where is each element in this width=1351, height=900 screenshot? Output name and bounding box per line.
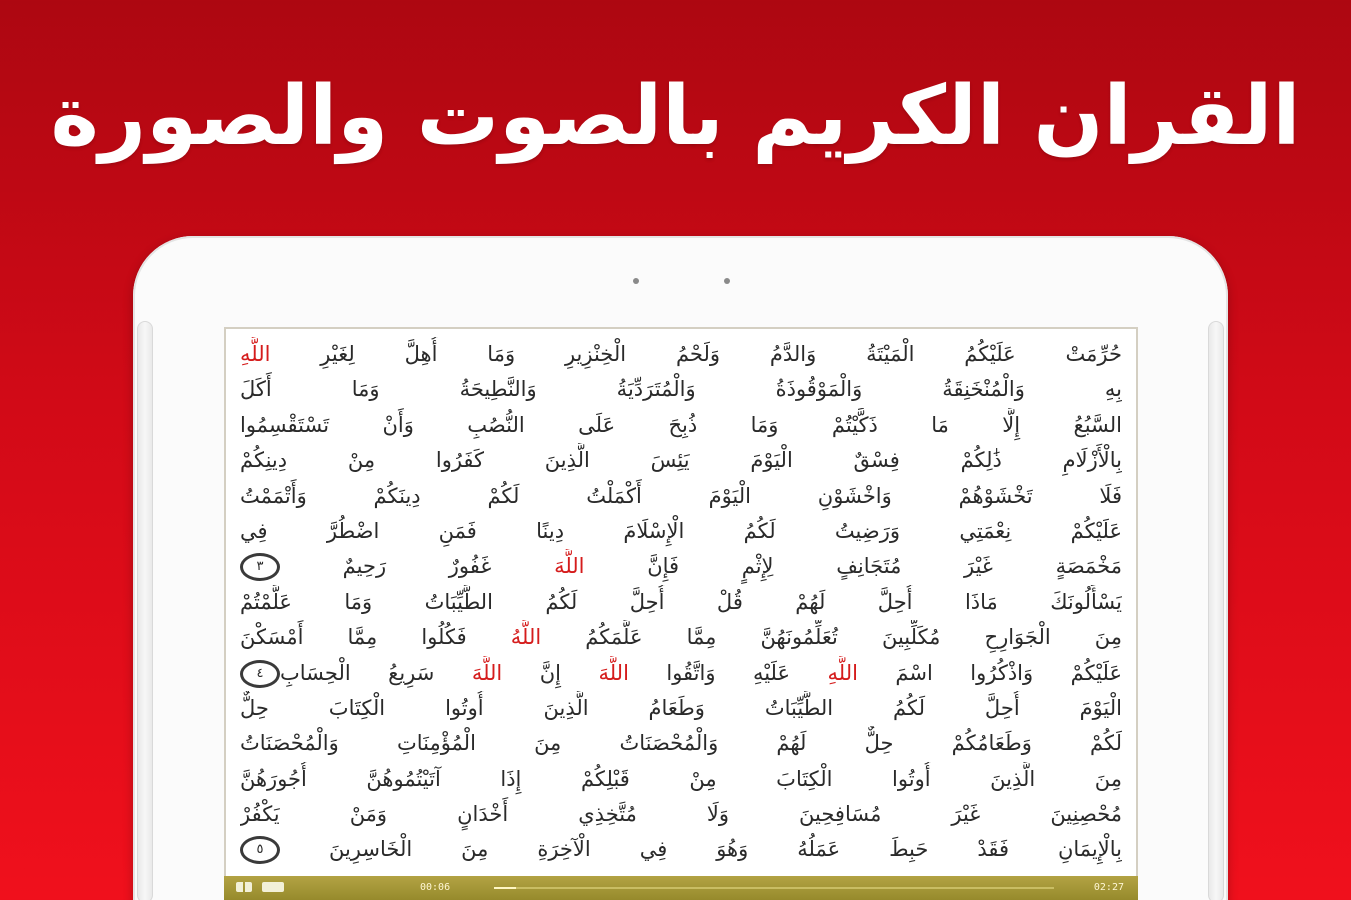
quran-line bbox=[240, 514, 1122, 549]
quran-line bbox=[240, 726, 1122, 761]
quran-line bbox=[240, 549, 1122, 584]
quran-line bbox=[240, 832, 1122, 867]
quran-line bbox=[240, 408, 1122, 443]
verse-text: فَلَا تَخْشَوْهُمْ وَاخْشَوْنِ الْيَوْمَ أَكْمَلْتُ لَكُمْ دِينَكُمْ وَأَتْمَمْتُ bbox=[240, 483, 1122, 508]
verse-text: مُحْصِنِينَ غَيْرَ مُسَافِحِينَ وَلَا مُتَّخِذِي أَخْدَانٍ وَمَنْ يَكْفُرْ bbox=[240, 802, 1122, 827]
tablet-side-edge-left bbox=[137, 321, 153, 900]
quran-line bbox=[240, 691, 1122, 726]
quran-line bbox=[240, 797, 1122, 832]
tablet-sensor-dot bbox=[724, 278, 730, 284]
quran-line bbox=[240, 585, 1122, 620]
verse-text: مِنَ الَّذِينَ أُوتُوا الْكِتَابَ مِنْ قَبْلِكُمْ إِذَا آتَيْتُمُوهُنَّ أُجُورَهُنَّ bbox=[240, 766, 1122, 791]
divine-name-text: اللَّهِ bbox=[240, 342, 271, 366]
verse-text: يَسْأَلُونَكَ مَاذَا أُحِلَّ لَهُمْ قُلْ أُحِلَّ لَكُمُ الطَّيِّبَاتُ وَمَا عَلَّمْتُمْ bbox=[240, 589, 1122, 614]
verse-text: فَكُلُوا مِمَّا أَمْسَكْنَ bbox=[240, 625, 511, 650]
verse-text: لَكُمْ وَطَعَامُكُمْ حِلٌّ لَهُمْ وَالْمُحْصَنَاتُ مِنَ الْمُؤْمِنَاتِ وَالْمُحْصَنَاتُ bbox=[240, 731, 1122, 756]
divine-name-text: اللَّهَ bbox=[554, 554, 585, 579]
audio-player-bar bbox=[224, 876, 1138, 900]
verse-text: غَفُورٌ رَحِيمٌ bbox=[280, 554, 555, 579]
verse-text: سَرِيعُ الْحِسَابِ bbox=[280, 660, 472, 685]
grid-icon[interactable] bbox=[236, 882, 252, 892]
divine-name-text: اللَّهُ bbox=[510, 625, 542, 650]
tablet-device-frame bbox=[133, 236, 1228, 900]
verse-text: مِنَ الْجَوَارِحِ مُكَلِّبِينَ تُعَلِّمُونَهُنَّ مِمَّا عَلَّمَكُمُ bbox=[541, 625, 1122, 650]
divine-name-text: اللَّهِ bbox=[827, 660, 858, 685]
elapsed-time: 00:06 bbox=[420, 882, 451, 893]
verse-text: السَّبُعُ إِلَّا مَا ذَكَّيْتُمْ وَمَا ذُبِحَ عَلَى النُّصُبِ وَأَنْ تَسْتَقْسِمُوا bbox=[240, 412, 1122, 437]
verse-text: عَلَيْكُمْ وَاذْكُرُوا اسْمَ bbox=[857, 660, 1122, 685]
verse-text: عَلَيْكُمْ نِعْمَتِي وَرَضِيتُ لَكُمُ الْإِسْلَامَ دِينًا فَمَنِ اضْطُرَّ فِي bbox=[240, 518, 1122, 543]
playback-progress-fill bbox=[494, 887, 516, 889]
divine-name-text: اللَّهَ bbox=[598, 660, 629, 685]
total-time: 02:27 bbox=[1093, 882, 1124, 893]
quran-page-screen[interactable] bbox=[224, 327, 1138, 900]
verse-text: بِالْأَزْلَامِ ذَٰلِكُمْ فِسْقٌ الْيَوْمَ يَئِسَ الَّذِينَ كَفَرُوا مِنْ دِينِكُمْ bbox=[240, 448, 1122, 473]
quran-page-text bbox=[240, 337, 1122, 868]
quran-line bbox=[240, 656, 1122, 691]
verse-text: مَخْمَصَةٍ غَيْرَ مُتَجَانِفٍ لِإِثْمٍ فَإِنَّ bbox=[584, 554, 1122, 579]
ayah-number-marker: ٥ bbox=[240, 836, 280, 864]
ayah-number-marker: ٣ bbox=[240, 553, 280, 581]
quran-line bbox=[240, 337, 1122, 372]
quran-line bbox=[240, 620, 1122, 655]
divine-name-text: اللَّهَ bbox=[471, 660, 503, 685]
tablet-side-edge-right bbox=[1208, 321, 1224, 900]
quran-line bbox=[240, 762, 1122, 797]
quran-line bbox=[240, 479, 1122, 514]
quran-line bbox=[240, 372, 1122, 407]
verse-text: عَلَيْهِ وَاتَّقُوا bbox=[628, 660, 828, 685]
verse-text: بِهِ وَالْمُنْخَنِقَةُ وَالْمَوْقُوذَةُ وَالْمُتَرَدِّيَةُ وَالنَّطِيحَةُ وَمَا أَكَلَ bbox=[240, 377, 1122, 402]
tablet-camera-dot bbox=[633, 278, 639, 284]
quran-line bbox=[240, 443, 1122, 478]
verse-text: بِالْإِيمَانِ فَقَدْ حَبِطَ عَمَلُهُ وَهُوَ فِي الْآخِرَةِ مِنَ الْخَاسِرِينَ bbox=[280, 837, 1122, 862]
verse-text: الْيَوْمَ أُحِلَّ لَكُمُ الطَّيِّبَاتُ وَطَعَامُ الَّذِينَ أُوتُوا الْكِتَابَ حِلٌّ bbox=[240, 695, 1122, 720]
list-icon[interactable] bbox=[262, 882, 284, 892]
promo-headline: القران الكريم بالصوت والصورة bbox=[50, 69, 1301, 164]
verse-text: إِنَّ bbox=[502, 660, 599, 685]
verse-text: حُرِّمَتْ عَلَيْكُمُ الْمَيْتَةُ وَالدَّمُ وَلَحْمُ الْخِنْزِيرِ وَمَا أُهِلَّ لِغَيْرِ bbox=[270, 342, 1122, 366]
ayah-number-marker: ٤ bbox=[240, 660, 280, 688]
playback-progress-slider[interactable] bbox=[494, 887, 1054, 889]
